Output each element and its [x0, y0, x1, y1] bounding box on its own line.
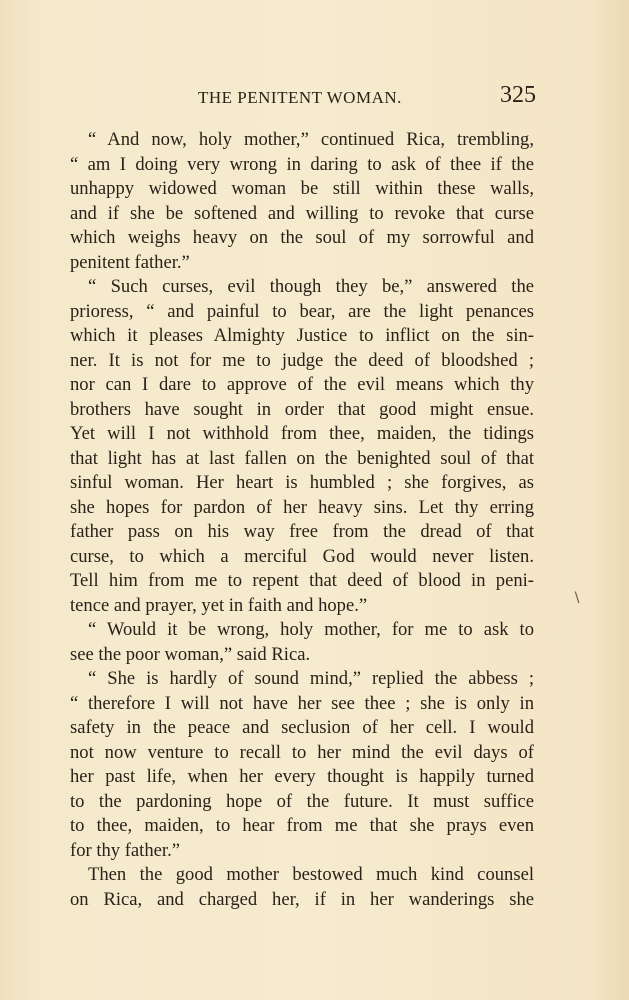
text-line: for thy father.”: [70, 839, 180, 861]
text-line: to thee, maiden, to hear from me that she prays even: [70, 815, 534, 836]
text-line: tence and prayer, yet in faith and hope.”: [70, 594, 368, 616]
text-line: which it pleases Almighty Justice to inflict on the sin-: [70, 325, 534, 346]
text-line: which weighs heavy on the soul of my sorrowful and: [70, 227, 534, 248]
text-line: “ Would it be wrong, holy mother, for me to ask to: [88, 619, 534, 640]
text-line: curse, to which a merciful God would never listen.: [70, 545, 534, 567]
text-line: prioress, “ and painful to bear, are the light penances: [70, 300, 534, 322]
running-head: THE PENITENT WOMAN.: [198, 88, 402, 107]
text-line: penitent father.”: [70, 251, 190, 273]
text-line: “ Such curses, evil though they be,” answered the: [88, 276, 534, 297]
text-line: see the poor woman,” said Rica.: [70, 643, 311, 665]
text-line: “ She is hardly of sound mind,” replied the abbess ;: [88, 668, 534, 689]
text-line: Then the good mother bestowed much kind counsel: [88, 864, 534, 885]
text-line: not now venture to recall to her mind the evil days of: [70, 741, 534, 763]
text-line: unhappy widowed woman be still within these walls,: [70, 178, 534, 199]
text-line: to the pardoning hope of the future. It must suffice: [70, 790, 534, 812]
text-line: brothers have sought in order that good might ensue.: [70, 398, 534, 420]
text-line: on Rica, and charged her, if in her wanderings she: [70, 888, 534, 910]
text-line: ner. It is not for me to judge the deed of bloodshed ;: [70, 349, 534, 371]
text-line: nor can I dare to approve of the evil means which thy: [70, 374, 534, 395]
text-line: Yet will I not withhold from thee, maiden, the tidings: [70, 423, 534, 444]
text-line: sinful woman. Her heart is humbled ; she forgives, as: [70, 472, 534, 493]
text-line: she hopes for pardon of her heavy sins. Let thy erring: [70, 496, 534, 518]
text-line: safety in the peace and seclusion of her cell. I would: [70, 717, 534, 738]
text-line: “ And now, holy mother,” continued Rica, trembling,: [88, 129, 534, 150]
page-header: [0, 82, 629, 114]
text-line: father pass on his way free from the dread of that: [70, 521, 534, 542]
text-line: “ therefore I will not have her see thee ; she is only in: [70, 692, 534, 714]
text-line: her past life, when her every thought is happily turned: [70, 766, 534, 787]
text-line: “ am I doing very wrong in daring to ask of thee if the: [70, 153, 534, 175]
page-number: 325: [500, 82, 536, 108]
stray-ink-mark: ∖: [572, 591, 581, 606]
text-line: that light has at last fallen on the benighted soul of that: [70, 447, 534, 469]
body-text: [70, 128, 534, 912]
text-line: and if she be softened and willing to revoke that curse: [70, 202, 534, 224]
text-line: Tell him from me to repent that deed of blood in peni-: [70, 570, 534, 591]
